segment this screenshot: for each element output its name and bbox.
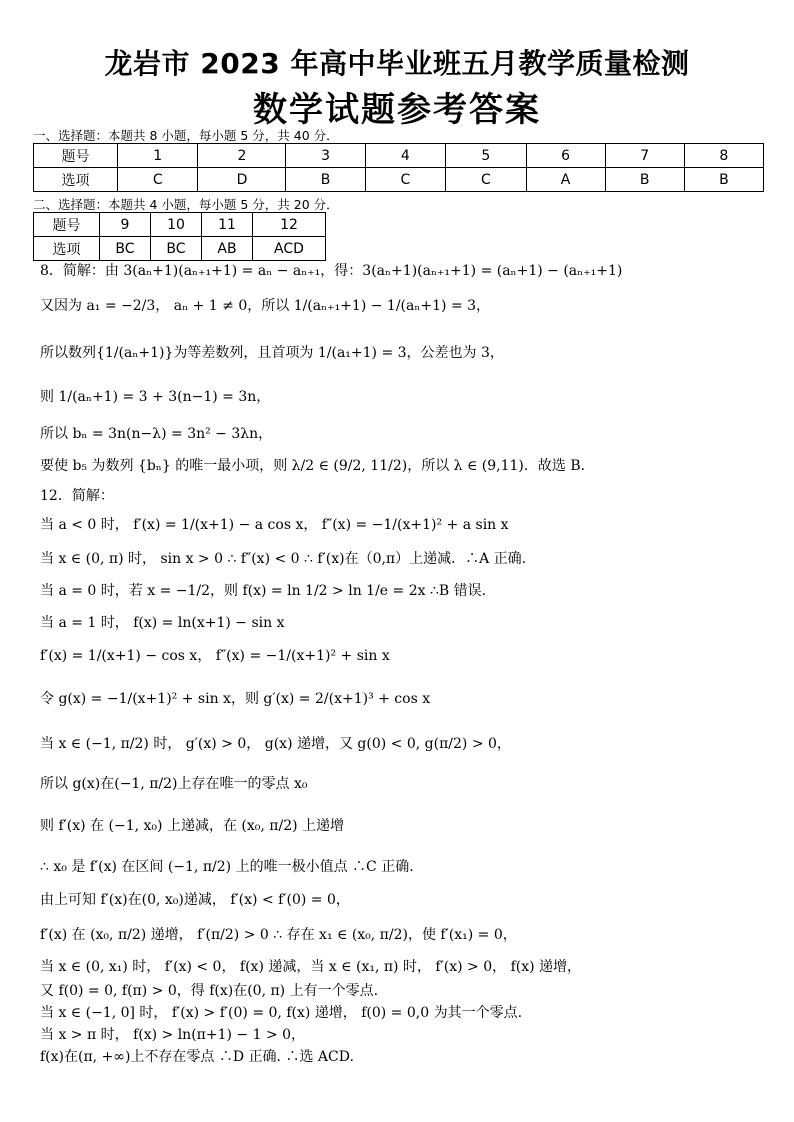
table-cell: 3 xyxy=(286,144,365,168)
table-cell: BC xyxy=(100,237,151,261)
solution12-line12: f′(x) 在 (x₀, π/2) 递增， f′(π/2) > 0 ∴ 存在 x₁ ∈ (x₀, π/2)，使 f′(x₁) = 0， xyxy=(40,927,517,943)
solution8-line3 xyxy=(40,342,504,362)
solution-text: 8．简解：由 xyxy=(40,263,119,279)
solution12-line2: 当 x ∈ (0, π) 时， sin x > 0 ∴ f″(x) < 0 ∴ f′(x)在（0,π）上递减．∴A 正确. xyxy=(40,551,527,567)
solution-text: 所以数列{1/(aₙ+1)}为等差数列，且首项为 xyxy=(40,345,314,361)
solution8-line5: 所以 bₙ = 3n(n−λ) = 3n² − 3λn， xyxy=(40,426,273,442)
section1-heading: 一、选择题：本题共 8 小题，每小题 5 分，共 40 分． xyxy=(33,128,339,143)
table-row xyxy=(34,144,764,168)
solution12-line15: 当 x ∈ (−1, 0] 时， f′(x) > f′(0) = 0, f(x) 递增， f(0) = 0,0 为其一个零点. xyxy=(40,1005,523,1021)
table-row xyxy=(34,168,764,192)
solution-text: 又因为 xyxy=(40,298,82,314)
table-cell: C xyxy=(365,168,445,192)
table-cell: 10 xyxy=(151,213,202,237)
solution12-line17: f(x)在(π, +∞)上不存在零点 ∴D 正确. ∴选 ACD. xyxy=(40,1049,354,1065)
section1-answer-table xyxy=(33,143,764,192)
table-row xyxy=(34,213,326,237)
solution-formula: 1/(a₁+1) = 3，公差也为 3， xyxy=(317,345,504,361)
table-cell: 9 xyxy=(100,213,151,237)
table-cell: 6 xyxy=(526,144,605,168)
solution8-line4: 则 1/(aₙ+1) = 3 + 3(n−1) = 3n， xyxy=(40,389,271,405)
table-cell: ACD xyxy=(253,237,326,261)
table-cell: 5 xyxy=(446,144,526,168)
document-subtitle: 数学试题参考答案 xyxy=(253,90,541,130)
table-cell: BC xyxy=(151,237,202,261)
solution12-line6: 令 g(x) = −1/(x+1)² + sin x，则 g′(x) = 2/(x+1)³ + cos x xyxy=(40,691,431,707)
table-cell: B xyxy=(286,168,365,192)
section2-answer-table xyxy=(33,212,326,261)
solution8-line1 xyxy=(40,260,622,280)
row-label: 题号 xyxy=(34,144,118,168)
solution-formula: 3(aₙ+1)(aₙ₊₁+1) = aₙ − aₙ₊₁，得：3(aₙ+1)(aₙ₊₁+1) = (aₙ+1) − (aₙ₊₁+1) xyxy=(123,263,623,279)
table-cell: C xyxy=(446,168,526,192)
solution8-line2 xyxy=(40,295,490,315)
table-cell: A xyxy=(526,168,605,192)
solution12-line14: 又 f(0) = 0, f(π) > 0，得 f(x)在(0, π) 上有一个零点. xyxy=(40,983,379,999)
solution12-line7: 当 x ∈ (−1, π/2) 时， g′(x) > 0， g(x) 递增，又 g(0) < 0, g(π/2) > 0， xyxy=(40,736,511,752)
solution8-line6: 要使 b₅ 为数列 {bₙ} 的唯一最小项，则 λ/2 ∈ (9/2, 11/2)，所以 λ ∈ (9,11)．故选 B. xyxy=(40,458,586,474)
solution12-line13: 当 x ∈ (0, x₁) 时， f′(x) < 0， f(x) 递减，当 x ∈ (x₁, π) 时， f′(x) > 0， f(x) 递增， xyxy=(40,959,582,975)
table-cell: 1 xyxy=(118,144,198,168)
solution12-heading: 12．简解： xyxy=(40,488,114,504)
table-cell: 11 xyxy=(202,213,253,237)
table-row xyxy=(34,237,326,261)
solution12-line4: 当 a = 1 时， f(x) = ln(x+1) − sin x xyxy=(40,615,285,631)
row-label: 选项 xyxy=(34,237,100,261)
table-cell: B xyxy=(605,168,684,192)
document-title: 龙岩市 2023 年高中毕业班五月教学质量检测 xyxy=(104,47,690,80)
table-cell: D xyxy=(198,168,286,192)
table-cell: 12 xyxy=(253,213,326,237)
table-cell: 7 xyxy=(605,144,684,168)
table-cell: C xyxy=(118,168,198,192)
solution12-line10: ∴ x₀ 是 f′(x) 在区间 (−1, π/2) 上的唯一极小值点 ∴C 正确. xyxy=(40,859,414,875)
row-label: 选项 xyxy=(34,168,118,192)
solution-formula: a₁ = −2/3， aₙ + 1 ≠ 0，所以 xyxy=(86,298,290,314)
table-cell: 2 xyxy=(198,144,286,168)
table-cell: AB xyxy=(202,237,253,261)
solution12-line8: 所以 g(x)在(−1, π/2)上存在唯一的零点 x₀ xyxy=(40,776,308,792)
solution12-line11: 由上可知 f′(x)在(0, x₀)递减， f′(x) < f′(0) = 0， xyxy=(40,892,350,908)
table-cell: B xyxy=(684,168,763,192)
solution12-line5: f′(x) = 1/(x+1) − cos x， f″(x) = −1/(x+1)² + sin x xyxy=(40,648,390,664)
solution-formula: 1/(aₙ₊₁+1) − 1/(aₙ+1) = 3， xyxy=(293,298,491,314)
section2-heading: 二、选择题：本题共 4 小题，每小题 5 分，共 20 分． xyxy=(33,197,339,212)
table-cell: 4 xyxy=(365,144,445,168)
row-label: 题号 xyxy=(34,213,100,237)
solution12-line16: 当 x > π 时， f(x) > ln(π+1) − 1 > 0， xyxy=(40,1027,306,1043)
solution12-line9: 则 f′(x) 在 (−1, x₀) 上递减，在 (x₀, π/2) 上递增 xyxy=(40,818,345,834)
solution12-line3: 当 a = 0 时，若 x = −1/2，则 f(x) = ln 1/2 > ln 1/e = 2x ∴B 错误. xyxy=(40,583,487,599)
table-cell: 8 xyxy=(684,144,763,168)
solution12-line1: 当 a < 0 时， f′(x) = 1/(x+1) − a cos x， f″(x) = −1/(x+1)² + a sin x xyxy=(40,517,509,533)
